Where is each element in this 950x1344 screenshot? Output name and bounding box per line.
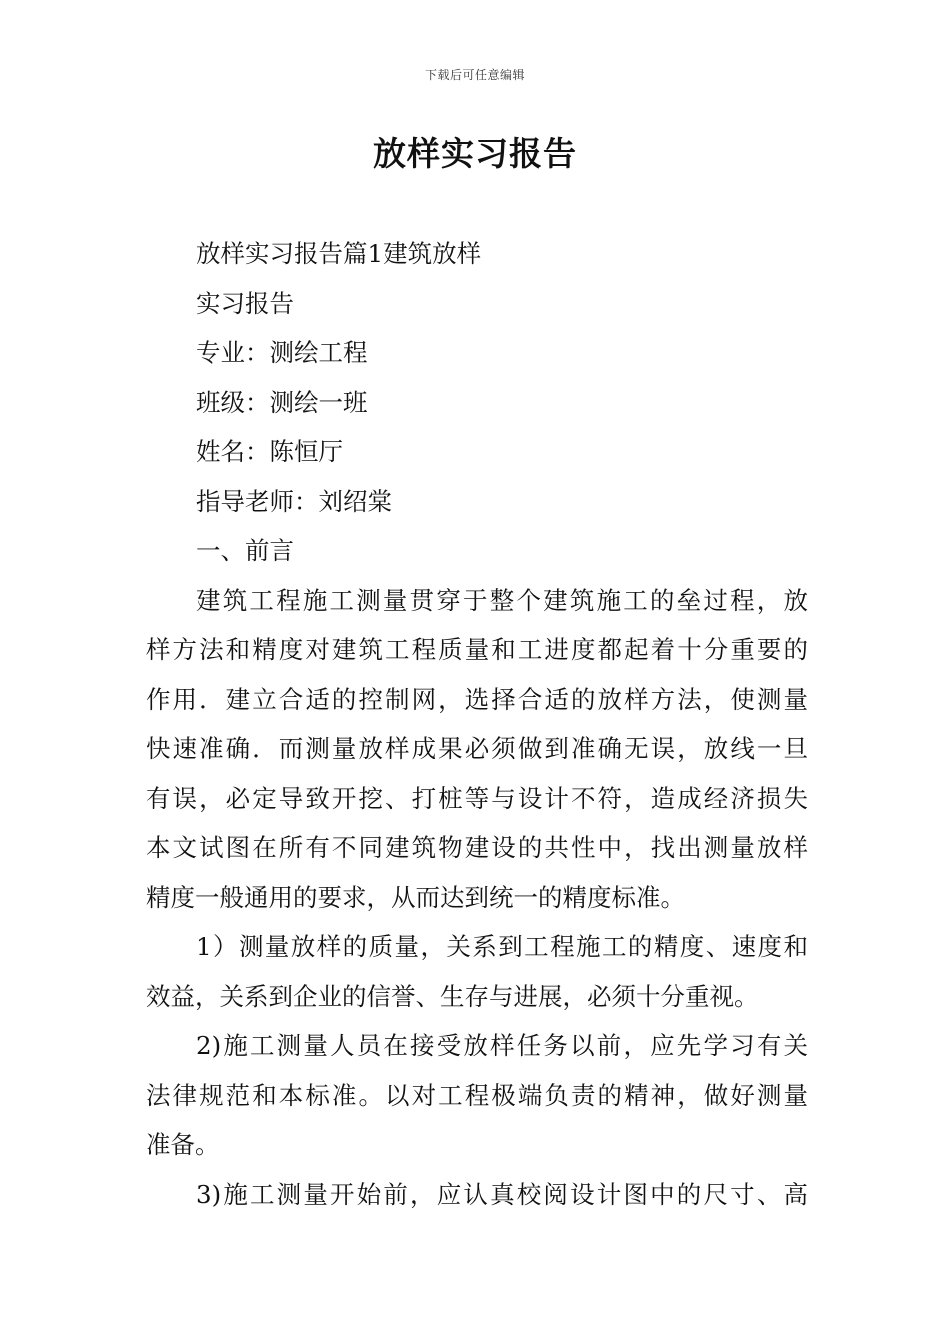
paragraph-item-3 — [146, 1170, 808, 1220]
paragraph-line: 快速准确．而测量放样成果必须做到准确无误，放线一旦 — [146, 734, 808, 763]
paragraph-preface — [146, 576, 808, 923]
body-line: 实习报告 — [196, 288, 294, 318]
paragraph-line: 作用．建立合适的控制网，选择合适的放样方法，使测量 — [146, 684, 808, 714]
paragraph-line: 有误，必定导致开挖、打桩等与设计不符，造成经济损失 — [146, 783, 808, 813]
body-line: 专业：测绘工程 — [196, 338, 368, 367]
paragraph-line: 法律规范和本标准。以对工程极端负责的精神，做好测量 — [146, 1080, 808, 1110]
paragraph-line: 效益，关系到企业的信誉、生存与进展，必须十分重视。 — [146, 981, 759, 1011]
paragraph-line: 样方法和精度对建筑工程质量和工进度都起着十分重要的 — [146, 635, 808, 664]
section-heading: 一、前言 — [196, 536, 294, 565]
body-line: 班级：测绘一班 — [196, 387, 368, 417]
document-title: 放样实习报告 — [373, 134, 577, 173]
body-line: 指导老师：刘绍棠 — [196, 486, 392, 516]
paragraph-line: 本文试图在所有不同建筑物建设的共性中，找出测量放样 — [146, 833, 808, 862]
paragraph-line: 2)施工测量人员在接受放样任务以前，应先学习有关 — [196, 1031, 808, 1060]
paragraph-line: 1）测量放样的质量，关系到工程施工的精度、速度和 — [196, 932, 808, 961]
paragraph-line: 3)施工测量开始前，应认真校阅设计图中的尺寸、高 — [196, 1179, 808, 1209]
paragraph-item-2 — [146, 1021, 808, 1170]
paragraph-line: 准备。 — [146, 1130, 220, 1159]
document-body — [146, 229, 808, 1219]
body-line: 放样实习报告篇1建筑放样 — [196, 239, 482, 268]
body-line: 姓名：陈恒厅 — [196, 437, 343, 466]
paragraph-item-1 — [146, 922, 808, 1021]
paragraph-line: 建筑工程施工测量贯穿于整个建筑施工的垒过程，放 — [196, 585, 808, 615]
header-note: 下载后可任意编辑 — [424, 68, 525, 82]
paragraph-line: 精度一般通用的要求，从而达到统一的精度标准。 — [146, 882, 685, 912]
